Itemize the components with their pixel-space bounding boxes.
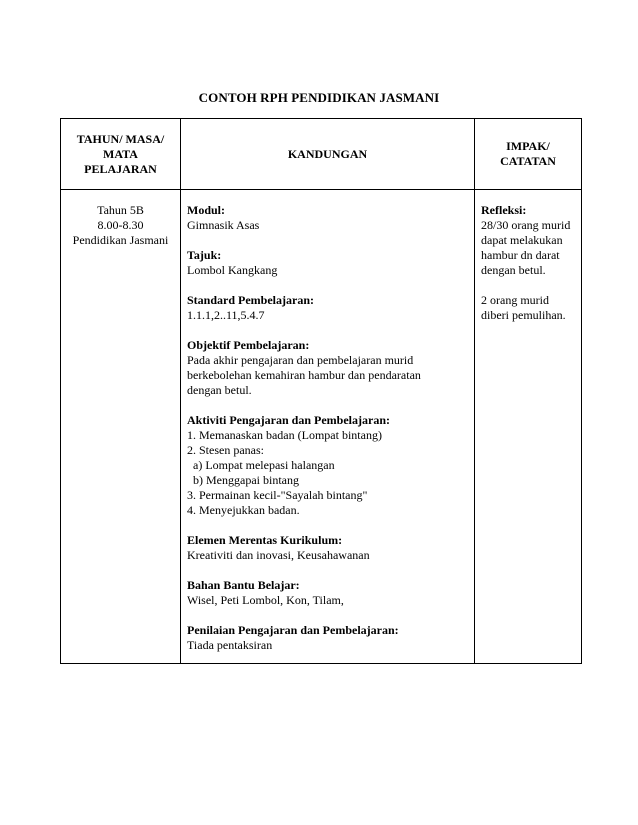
notes-cell (475, 190, 582, 664)
header-line: MATA (103, 146, 138, 161)
section-label: Refleksi: (481, 203, 527, 217)
header-line: TAHUN/ MASA/ (76, 131, 165, 146)
section-label: Modul: (187, 203, 226, 217)
activity-subitem: a) Lompat melepasi halangan (193, 458, 335, 472)
class-subject: Pendidikan Jasmani (72, 233, 169, 247)
section-refleksi (481, 203, 577, 278)
section-modul (187, 203, 468, 233)
activity-item: 3. Permainan kecil-"Sayalah bintang" (187, 488, 368, 502)
section-text: dapat melakukan (481, 233, 563, 247)
section-text: Pada akhir pengajaran dan pembelajaran murid (187, 353, 414, 367)
section-label: Elemen Merentas Kurikulum: (187, 533, 343, 547)
header-impak-catatan (475, 119, 582, 190)
header-line: CATATAN (500, 154, 556, 168)
section-text: dengan betul. (481, 263, 546, 277)
section-text: berkebolehan kemahiran hambur dan pendaratan (187, 368, 421, 382)
class-time: 8.00-8.30 (97, 218, 144, 232)
section-text: 28/30 orang murid (481, 218, 571, 232)
section-elemen (187, 533, 468, 563)
section-text: Wisel, Peti Lombol, Kon, Tilam, (187, 593, 344, 607)
header-row (61, 119, 582, 190)
rph-table (60, 118, 582, 664)
section-text: diberi pemulihan. (481, 308, 566, 322)
section-objektif (187, 338, 468, 398)
document-title: CONTOH RPH PENDIDIKAN JASMANI (198, 90, 440, 105)
section-pemulihan (481, 293, 577, 323)
section-text: Tiada pentaksiran (187, 638, 273, 652)
activity-item: 2. Stesen panas: (187, 443, 264, 457)
activity-subitem: b) Menggapai bintang (193, 473, 299, 487)
section-label: Objektif Pembelajaran: (187, 338, 310, 352)
activity-item: 4. Menyejukkan badan. (187, 503, 300, 517)
section-text: Gimnasik Asas (187, 218, 260, 232)
section-penilaian (187, 623, 468, 653)
header-line: PELAJARAN (84, 161, 157, 176)
section-standard (187, 293, 468, 323)
section-tajuk (187, 248, 468, 278)
section-bahan (187, 578, 468, 608)
header-tahun-masa-mata-pelajaran (61, 119, 181, 190)
header-line: IMPAK/ (506, 139, 550, 153)
class-year: Tahun 5B (97, 203, 144, 217)
content-cell (181, 190, 475, 664)
section-label: Bahan Bantu Belajar: (187, 578, 300, 592)
section-label: Penilaian Pengajaran dan Pembelajaran: (187, 623, 399, 637)
section-label: Standard Pembelajaran: (187, 293, 314, 307)
activity-item: 1. Memanaskan badan (Lompat bintang) (187, 428, 382, 442)
section-text: Lombol Kangkang (187, 263, 278, 277)
section-text: dengan betul. (187, 383, 252, 397)
section-label: Tajuk: (187, 248, 222, 262)
section-aktiviti (187, 413, 468, 518)
section-text: 2 orang murid (481, 293, 549, 307)
section-text: Kreativiti dan inovasi, Keusahawanan (187, 548, 370, 562)
header-kandungan: KANDUNGAN (181, 119, 475, 190)
section-text: hambur dn darat (481, 248, 560, 262)
time-cell (61, 190, 181, 664)
section-label: Aktiviti Pengajaran dan Pembelajaran: (187, 413, 390, 427)
content-row (61, 190, 582, 664)
section-text: 1.1.1,2..11,5.4.7 (187, 308, 265, 322)
